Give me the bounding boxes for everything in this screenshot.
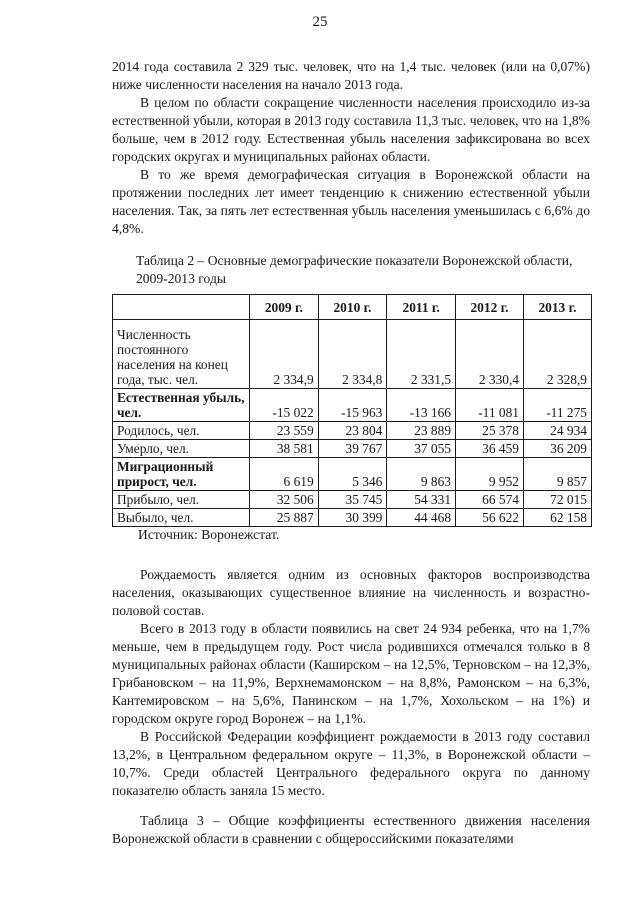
table-cell: 6 619 <box>250 458 319 491</box>
table-cell: 9 952 <box>456 458 524 491</box>
table-cell: 56 622 <box>456 509 524 527</box>
table-cell: 23 804 <box>318 422 387 440</box>
table-header-row <box>113 295 592 320</box>
table-cell: 25 887 <box>250 509 319 527</box>
table-cell: 72 015 <box>524 491 592 509</box>
table-cell: 23 559 <box>250 422 319 440</box>
table-row <box>113 509 592 527</box>
table-cell: 2 334,9 <box>250 320 319 389</box>
table-cell: -11 275 <box>524 389 592 422</box>
paragraph-fertility-factor: Рождаемость является одним из основных факторов воспроизводства населения, оказывающих существенное влияние на численность и возрастно-половой состав. <box>112 567 590 618</box>
table-cell: 36 459 <box>456 440 524 458</box>
demographic-indicators-table <box>112 294 592 527</box>
table-cell: 24 934 <box>524 422 592 440</box>
table-cell: 2 331,5 <box>387 320 456 389</box>
table-row <box>113 458 592 491</box>
row-label: Умерло, чел. <box>113 440 250 458</box>
table-cell: 2 328,9 <box>524 320 592 389</box>
paragraph-birth-rate-comparison: В Российской Федерации коэффициент рождаемости в 2013 году составил 13,2%, в Центральном федеральном округе – 11,3%, в Воронежской области – 10,7%. Среди областей Центрального федерального округа по данному показателю область заняла 15 место. <box>112 729 590 798</box>
table-row <box>113 491 592 509</box>
table-cell: 37 055 <box>387 440 456 458</box>
table-cell: 44 468 <box>387 509 456 527</box>
row-label: Прибыло, чел. <box>113 491 250 509</box>
paragraph-natural-decline: В целом по области сокращение численности населения происходило из-за естественной убыли, которая в 2013 году составила 11,3 тыс. человек, что на 1,8% больше, чем в 2012 году. Естественная убыль населения зафиксирована во всех городских округах и муниципальных районах области. <box>112 95 590 164</box>
table-cell: 66 574 <box>456 491 524 509</box>
table-header-cell <box>113 295 250 320</box>
table-header-cell: 2013 г. <box>524 295 592 320</box>
table-cell: 9 863 <box>387 458 456 491</box>
table-header-cell: 2010 г. <box>318 295 387 320</box>
table-cell: 36 209 <box>524 440 592 458</box>
table-cell: -15 022 <box>250 389 319 422</box>
table-cell: 30 399 <box>318 509 387 527</box>
table-cell: 2 334,8 <box>318 320 387 389</box>
table3-caption: Таблица 3 – Общие коэффициенты естественного движения населения Воронежской области в сравнении с общероссийскими показателями <box>112 813 590 846</box>
table-cell: -13 166 <box>387 389 456 422</box>
table-cell: 5 346 <box>318 458 387 491</box>
table-row <box>113 422 592 440</box>
row-label: Выбыло, чел. <box>113 509 250 527</box>
table-header-cell: 2012 г. <box>456 295 524 320</box>
table-cell: 32 506 <box>250 491 319 509</box>
row-label: Численность постоянного населения на конец года, тыс. чел. <box>113 320 250 389</box>
table-cell: 39 767 <box>318 440 387 458</box>
table-row <box>113 320 592 389</box>
table-cell: 2 330,4 <box>456 320 524 389</box>
table-cell: 35 745 <box>318 491 387 509</box>
table-cell: 62 158 <box>524 509 592 527</box>
row-label: Родилось, чел. <box>113 422 250 440</box>
table-row <box>113 440 592 458</box>
paragraph-births-2013: Всего в 2013 году в области появились на свет 24 934 ребенка, что на 1,7% меньше, чем в предыдущем году. Рост числа родившихся отмечался только в 8 муниципальных районах области (Каширском – на 12,5%, Терновском – на 12,3%, Грибановском – на 11,9%, Верхнемамонском – на 8,8%, Рамонском – на 6,3%, Кантемировском – на 5,6%, Панинском – на 1,7%, Хохольском – на 1%) и городском округе город Воронеж – на 1,1%. <box>112 621 590 726</box>
paragraph-population-2014: 2014 года составила 2 329 тыс. человек, что на 1,4 тыс. человек (или на 0,07%) ниже численности населения на начало 2013 года. <box>112 59 590 92</box>
table-cell: 23 889 <box>387 422 456 440</box>
row-label: Миграционный прирост, чел. <box>113 458 250 491</box>
table-header-cell: 2011 г. <box>387 295 456 320</box>
table-header-cell: 2009 г. <box>250 295 319 320</box>
row-label: Естественная убыль, чел. <box>113 389 250 422</box>
table-cell: 25 378 <box>456 422 524 440</box>
table2-caption: Таблица 2 – Основные демографические показатели Воронежской области, 2009-2013 годы <box>136 253 573 286</box>
table-cell: 54 331 <box>387 491 456 509</box>
paragraph-demographic-trend: В то же время демографическая ситуация в Воронежской области на протяжении последних лет имеет тенденцию к снижению естественной убыли населения. Так, за пять лет естественная убыль населения уменьшилась с 6,6% до 4,8%. <box>112 167 590 236</box>
table-row <box>113 389 592 422</box>
table-source-note: Источник: Воронежстат. <box>138 527 280 542</box>
table-cell: -11 081 <box>456 389 524 422</box>
table-cell: 9 857 <box>524 458 592 491</box>
page-number: 25 <box>312 14 328 30</box>
table-cell: -15 963 <box>318 389 387 422</box>
table-cell: 38 581 <box>250 440 319 458</box>
